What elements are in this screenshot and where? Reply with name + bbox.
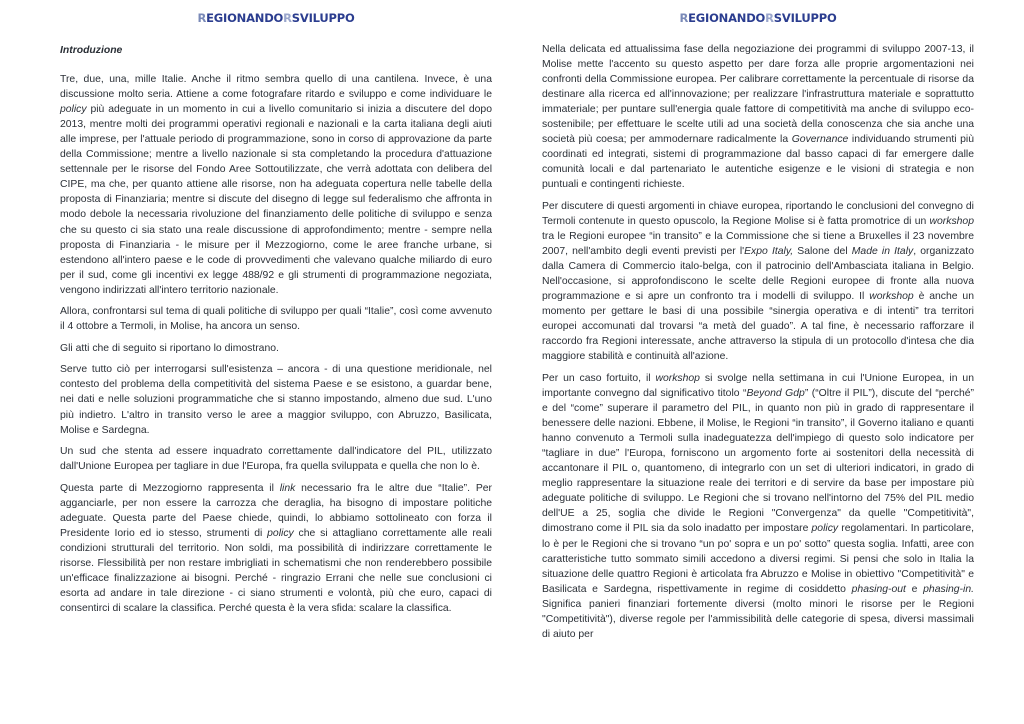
header-logo-left: REGIONANDORSVILUPPO	[197, 11, 355, 25]
paragraph: Tre, due, una, mille Italie. Anche il ritmo sembra quello di una cantilena. Invece, è una discussione molto seria. Attiene a come fotografare ritardo e sviluppo e come individuare le policy più adeguate in un momento in cui a livello comunitario si inizia a discutere del dopo 2013, mentre molti dei programmi operativi regionali e nazionali e la carta italiana degli aiuti alle imprese, per l'attuale periodo di programmazione, sono in corso di approvazione da parte della Commissione; mentre a livello nazionale si sta completando la procedura d'attuazione settennale per le risorse del Fondo Aree Sottoutilizzate, che verrà adottata con delibera del CIPE, ma che, per quanto attiene alle risorse, non ha adeguata copertura nelle tabelle della proposta di Finanziaria; mentre si discute del disegno di legge sul federalismo che affronta in modo debole la necessaria rivoluzione del finanziamento delle politiche di sviluppo e senza che su questo ci sia stato una reale discussione di approfondimento; mentre - sempre nella proposta di Finanziaria - le misure per il Mezzogiorno, come le aree franche urbane, si estendono all'intero paese e le code di provvedimenti che valevano qualche miliardo di euro per il sud, come gli incentivi ex legge 488/92 e gli strumenti di programmazione negoziata, vengono indirizzati all'intero territorio nazionale.	[60, 74, 492, 296]
paragraph: Per discutere di questi argomenti in chiave europea, riportando le conclusioni del convegno di Termoli contenute in questo opuscolo, la Regione Molise si è fatta promotrice di un workshop tra le Regioni europee “in transito” e la Commissione che si tiene a Bruxelles il 23 novembre 2007, nell'ambito degli eventi previsti per l'Expo Italy, Salone del Made in Italy, organizzato dalla Camera di Commercio italo-belga, con il patrocinio dell'Ambasciata italiana in Belgio. Nell'occasione, si approfondiscono le scelte delle Regioni europee di fronte alla nuova programmazione e si apre un confronto tra i modelli di sviluppo. Il workshop è anche un momento per gettare le basi di una possibile “sinergia operativa e di intenti” tra territori europei accomunati dal trovarsi “a metà del guado”. A tal fine, è necessario rafforzare il raccordo fra Regioni interessate, anche attraverso la stipula di un protocollo d'intesa che dia maggiore stabilità e continuità all'azione.	[542, 200, 974, 363]
paragraph: Allora, confrontarsi sul tema di quali politiche di sviluppo per quali “Italie”, così come avvenuto il 4 ottobre a Termoli, in Molise, ha ancora un senso.	[60, 306, 492, 333]
right-page	[542, 0, 974, 724]
left-page-body	[60, 43, 492, 623]
section-heading: Introduzione	[60, 45, 123, 56]
paragraph: Serve tutto ciò per interrogarsi sull'esistenza – ancora - di una questione meridionale, nel contesto del problema della competitività del sistema Paese e se esistono, a guardar bene, nei dati e nelle soluzioni programmatiche che si stanno impostando, almeno due sud. L'uno più indietro. L'altro in transito verso le aree a maggior sviluppo, con Abruzzo, Basilicata, Molise e Sardegna.	[60, 364, 492, 436]
header-logo-right: REGIONANDORSVILUPPO	[679, 11, 837, 25]
paragraph: Gli atti che di seguito si riportano lo dimostrano.	[60, 342, 279, 354]
paragraph: Nella delicata ed attualissima fase della negoziazione dei programmi di sviluppo 2007-13, il Molise mette l'accento su questo aspetto per dare forza alle proprie argomentazioni nei confronti della Commissione europea. Per calibrare correttamente la percentuale di risorse da destinare alla ricerca ed all'innovazione; per realizzare l'infrastruttura materiale e soprattutto immateriale; per puntare sull'energia quale fattore di competitività ma anche di sviluppo eco-sostenibile; per effettuare le scelte utili ad una società della conoscenza che sia anche una società più coesa; per ammodernare radicalmente la Governance individuando strumenti più coordinati ed integrati, sistemi di programmazione dal basso capaci di far emergere dalle comunità locali e dal partenariato le autentiche esigenze e le visioni di strategia e non puntuali e contingenti richieste.	[542, 44, 975, 191]
paragraph: Per un caso fortuito, il workshop si svolge nella settimana in cui l'Unione Europea, in un importante convegno dal significativo titolo “Beyond Gdp” (“Oltre il PIL”), discute del “perché” e del “come” superare il parametro del PIL, in quanto non più in grado di rappresentare il benessere delle nazioni. Ebbene, il Molise, le Regioni “in transito”, il Governo italiano e quanti hanno convenuto a Termoli sulla inadeguatezza dell'impiego di questo solo indicatore per “tagliare in due” l'Europa, forniscono un argomento forte ai sostenitori della necessità di accantonare il PIL o, quantomeno, di integrarlo con un set di ulteriori indicatori, in grado di meglio rappresentare la situazione reale dei territori e di servire da base per impostare più adeguate politiche di sviluppo. Le Regioni che si trovano nell'intorno del 75% del PIL medio dell'UE a 25, soglia che divide le Regioni "Convergenza" da quelle "Competitività", dimostrano come il PIL sia da solo inadatto per impostare policy regolamentari. In particolare, lo è per le Regioni che si trovano “un po' sopra e un po' sotto” questa soglia. Infatti, aree con caratteristiche tutto sommato simili accedono a diversi regimi. Si pensi che solo in Italia la situazione delle quattro Regioni è articolata fra Abruzzo e Molise in obiettivo "Competitività" e Basilicata e Sardegna, rispettivamente in regime di cosiddetto phasing-out e phasing-in. Significa panieri finanziari fortemente diversi (molto minori le risorse per le Regioni "Competitività"), diverse regole per l'ammissibilità delle categorie di spesa, diversi massimali di aiuto per	[542, 372, 975, 640]
right-page-body	[542, 42, 974, 648]
paragraph: Un sud che stenta ad essere inquadrato correttamente dall'indicatore del PIL, utilizzato dall'Unione Europea per tagliare in due l'Europa, fra quella sviluppata e quella che non lo è.	[60, 446, 492, 473]
paragraph: Questa parte di Mezzogiorno rappresenta il link necessario fra le altre due “Italie”. Per agganciarle, per non essere la carrozza che deraglia, ha bisogno di impostare politiche adeguate. Questa parte del Paese chiede, quindi, lo abbiamo sottolineato con forza il Presidente Iorio ed io stesso, strumenti di policy che si attagliano correttamente alle reali condizioni strutturali del territorio. Non soldi, ma possibilità di indirizzare correttamente le risorse. Flessibilità per non restare imbrigliati in schematismi che non renderebbero possibile un'efficace finalizzazione ai bisogni. Perché - ringrazio Errani che nelle sue conclusioni ci esorta ad andare in tale direzione - ci siano strumenti e volontà, più che euro, capaci di consentirci di scalare la classifica. Perché questa è la vera sfida: scalare la classifica.	[60, 482, 492, 615]
left-page	[60, 0, 492, 724]
